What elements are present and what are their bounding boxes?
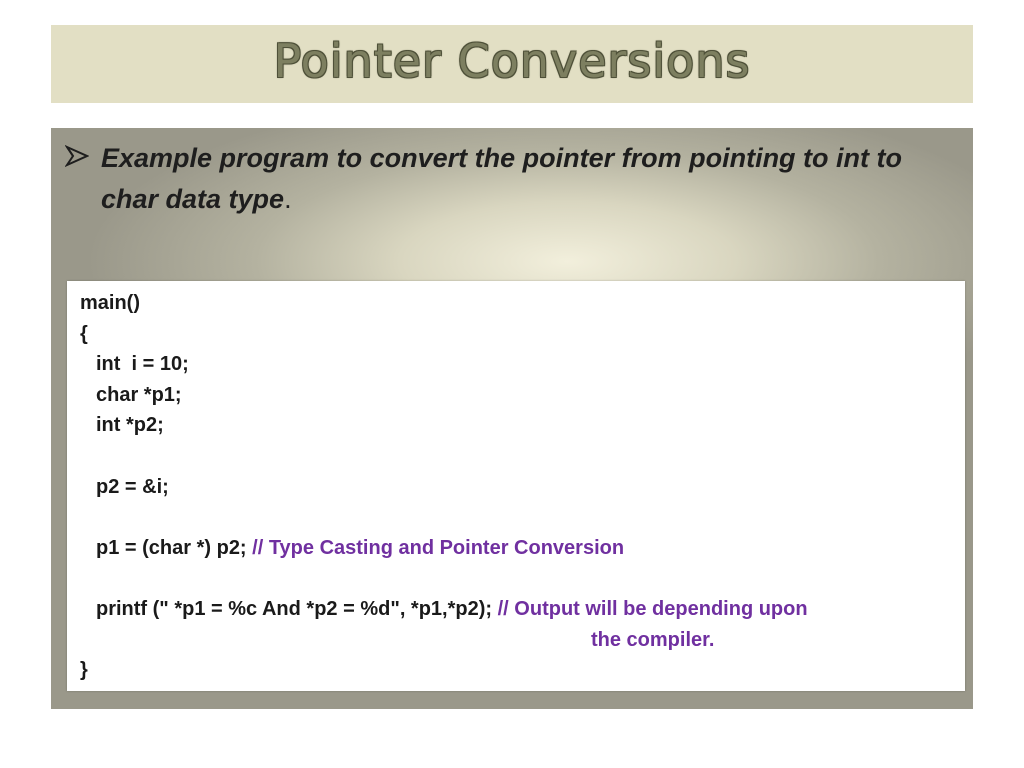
arrow-bullet-icon — [65, 144, 89, 168]
title-bar — [51, 25, 973, 103]
code-comment: // Type Casting and Pointer Conversion — [252, 536, 625, 559]
code-line: char *p1; — [96, 383, 182, 406]
code-comment: // Output will be depending upon — [497, 597, 808, 620]
code-statement: p1 = (char *) p2; — [96, 536, 253, 559]
code-line: } — [80, 659, 88, 682]
code-line — [80, 533, 808, 564]
code-box — [67, 281, 965, 691]
bullet-text-tail: . — [284, 184, 292, 214]
code-lines — [80, 288, 808, 686]
code-statement: printf (" *p1 = %c And *p2 = %d", *p1,*p2); — [96, 597, 498, 620]
code-line: { — [80, 322, 88, 345]
code-line: int *p2; — [96, 414, 164, 437]
code-line: int i = 10; — [96, 353, 189, 376]
bullet-text-main: Example program to convert the pointer from pointing to int to char data type — [101, 143, 903, 214]
bullet-text — [101, 138, 957, 220]
code-blank-line — [80, 502, 808, 533]
code-blank-line — [80, 441, 808, 472]
bullet-item — [65, 138, 957, 220]
code-comment: the compiler. — [591, 628, 715, 651]
code-line — [80, 594, 808, 625]
content-panel — [51, 128, 973, 709]
code-blank-line — [80, 563, 808, 594]
slide-title: Pointer Conversions — [273, 34, 751, 88]
code-line: main() — [80, 292, 140, 314]
code-line: p2 = &i; — [96, 475, 169, 498]
code-line — [80, 625, 808, 656]
